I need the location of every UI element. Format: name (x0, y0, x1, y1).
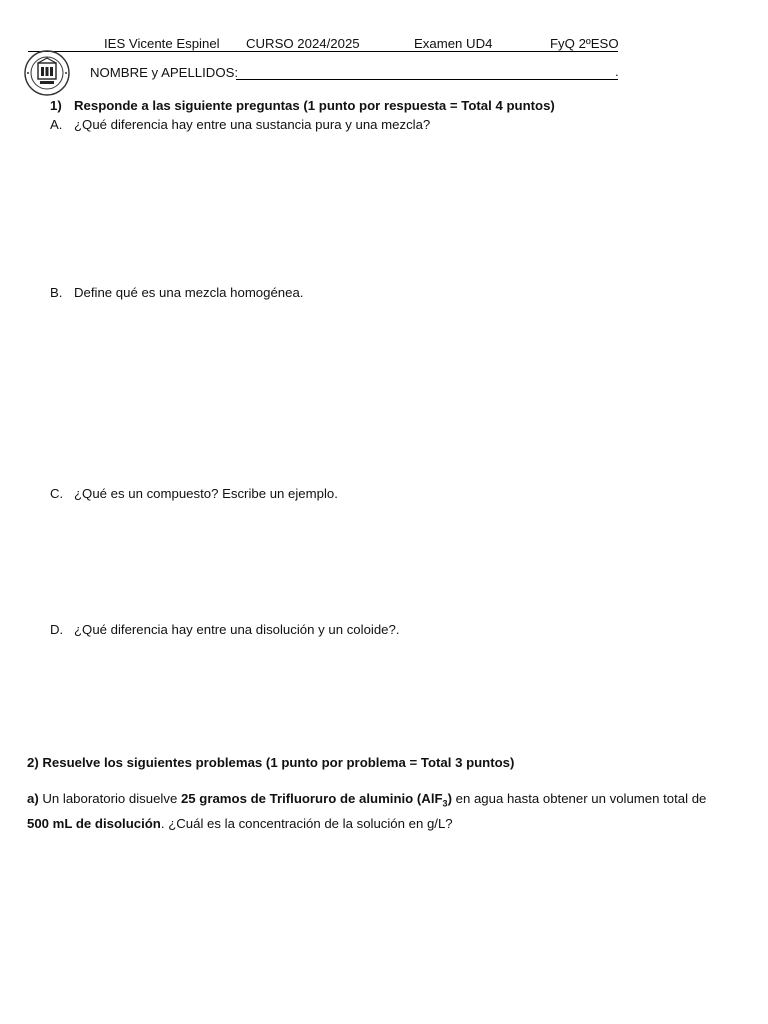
question-a-text: ¿Qué diferencia hay entre una sustancia pura y una mezcla? (74, 117, 431, 132)
name-answer-line[interactable] (236, 79, 618, 80)
name-field-label: NOMBRE y APELLIDOS: (90, 65, 239, 80)
question-b-letter: B. (50, 285, 63, 300)
question-d-text: ¿Qué diferencia hay entre una disolución y un coloide?. (74, 622, 400, 637)
problem-a-compound-text: 25 gramos de Trifluoruro de aluminio (AlF (180, 791, 443, 806)
course-year: CURSO 2024/2025 (246, 36, 360, 51)
problem-a-statement (27, 789, 727, 833)
exam-title: Examen UD4 (414, 36, 493, 51)
problem-a-text-1: Un laboratorio disuelve (38, 791, 181, 806)
question-a-letter: A. (50, 117, 63, 132)
problem-a-subscript: 3 (442, 798, 448, 809)
question-c-letter: C. (50, 486, 64, 501)
problem-a-compound (180, 791, 452, 809)
problem-a-volume: 500 mL de disolución (27, 815, 161, 831)
problem-a-text-3: . ¿Cuál es la concentración de la solución en g/L? (160, 815, 453, 831)
header-underline (28, 51, 618, 52)
problem-a-label: a) (27, 791, 39, 806)
name-line-end: . (615, 64, 619, 79)
section2-title: 2) Resuelve los siguientes problemas (1 punto por problema = Total 3 puntos) (27, 755, 515, 770)
problem-a-text-2: en agua hasta obtener un volumen total de (451, 791, 707, 806)
question-c-text: ¿Qué es un compuesto? Escribe un ejemplo. (74, 486, 338, 501)
school-name: IES Vicente Espinel (104, 36, 220, 51)
section1-title: Responde a las siguiente preguntas (1 punto por respuesta = Total 4 puntos) (74, 98, 555, 113)
subject-label: FyQ 2ºESO (550, 36, 619, 51)
question-d-letter: D. (50, 622, 64, 637)
problem-a-compound-end: ) (447, 791, 452, 806)
section1-number: 1) (50, 98, 62, 113)
school-seal-logo (24, 50, 70, 96)
question-b-text: Define qué es una mezcla homogénea. (74, 285, 304, 300)
